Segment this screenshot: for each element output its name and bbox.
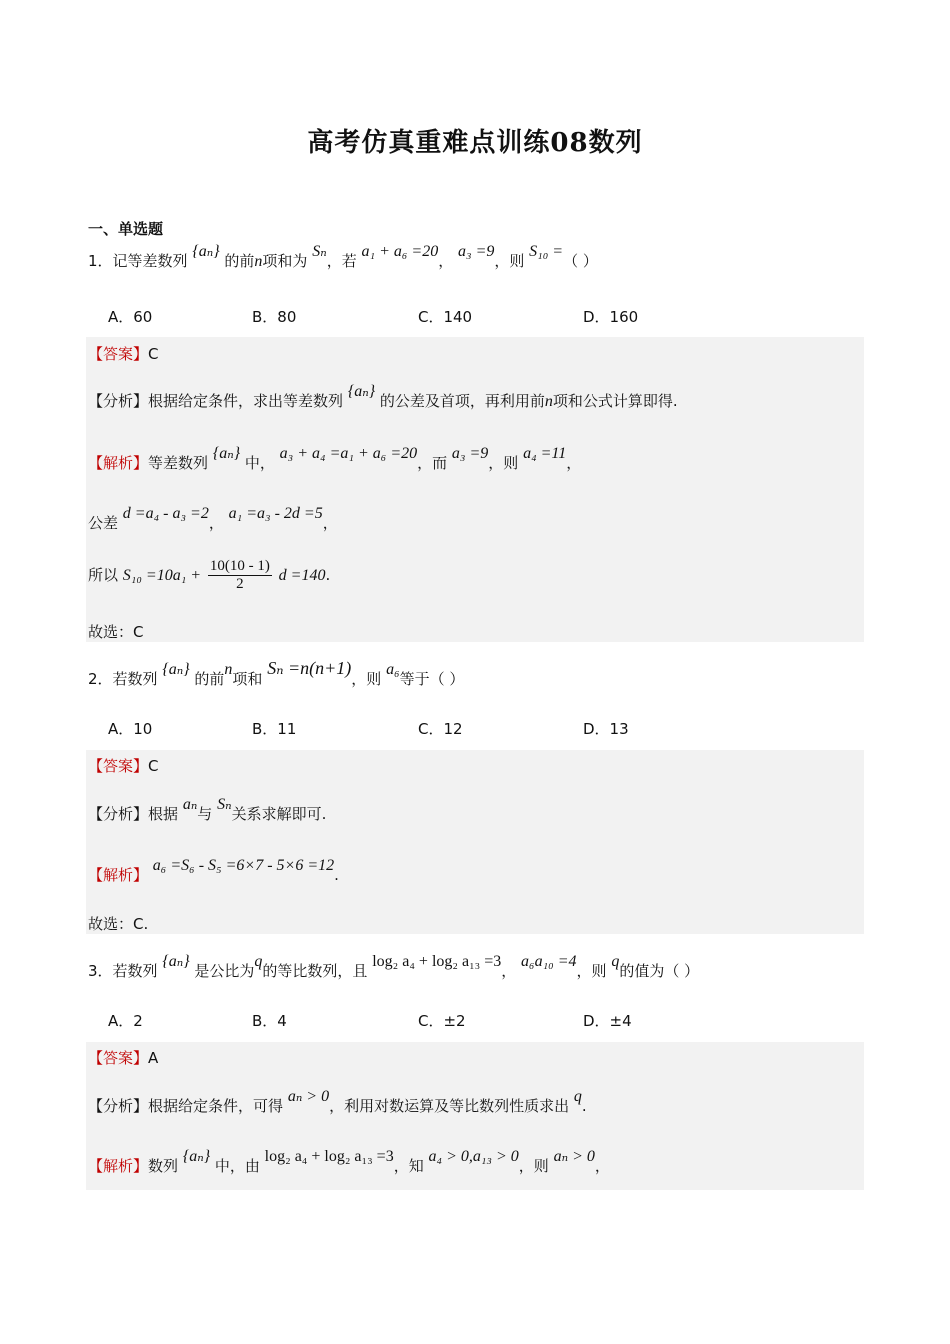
answer-box-2 [86, 750, 864, 934]
choice-1: 故选：C [88, 623, 144, 641]
ask-expr: S₁₀ = [529, 243, 564, 260]
answer-1: 【答案】C [88, 345, 159, 363]
answer-box-1 [86, 337, 864, 642]
analysis-3: 【分析】根据给定条件，可得 aₙ > 0，利用对数运算及等比数列性质求出 q. [88, 1088, 587, 1115]
option-b: B．11 [252, 720, 297, 738]
solution-1-line-1: 【解析】等差数列 {aₙ} 中， a₃ + a₄ =a₁ + a₆ =20，而 a₃ =9，则 a₄ =11， [88, 445, 582, 472]
option-c: C．12 [418, 720, 463, 738]
solution-1-line-3: 所以 S₁₀ =10a₁ + $\frac{10(10 - 1)}{2}$ d =140. [88, 558, 331, 592]
solution-2: 【解析】 a₆ =S₆ - S₅ =6×7 - 5×6 =12. [88, 857, 339, 884]
solution-1-line-2: 公差 d =a₄ - a₃ =2， a₁ =a₃ - 2d =5， [88, 505, 338, 532]
option-a: A．10 [108, 720, 153, 738]
question-3: 3．若数列 {aₙ} 是公比为q的等比数列，且 log₂ a₄ + log₂ a₁₃ =3， a₆a₁₀ =4，则 q的值为（ ） [88, 953, 700, 980]
option-a: A．2 [108, 1012, 143, 1030]
section-heading: 一、单选题 [88, 220, 164, 238]
page-title: 高考仿真重难点训练08数列 [307, 128, 643, 158]
option-d: D．160 [583, 308, 639, 326]
answer-3: 【答案】A [88, 1049, 159, 1067]
option-b: B．4 [252, 1012, 287, 1030]
sum-symbol: Sₙ [312, 243, 327, 260]
solution-3: 【解析】数列 {aₙ} 中，由 log₂ a₄ + log₂ a₁₃ =3，知 a₄ > 0,a₁₃ > 0，则 aₙ > 0， [88, 1148, 610, 1175]
analysis-2: 【分析】根据 aₙ与 Sₙ关系求解即可. [88, 796, 327, 823]
option-c: C．140 [418, 308, 473, 326]
option-c: C．±2 [418, 1012, 466, 1030]
choice-2: 故选：C. [88, 915, 149, 933]
condition-1: a₁ + a₆ =20 [361, 243, 439, 260]
analysis-1: 【分析】根据给定条件，求出等差数列 {aₙ} 的公差及首项，再利用前n项和公式计算即得. [88, 383, 678, 410]
condition-2: a₃ =9 [458, 243, 495, 260]
question-2: 2．若数列 {aₙ} 的前n项和 Sₙ =n(n+1)，则 a₆等于（ ） [88, 658, 465, 688]
option-a: A．60 [108, 308, 153, 326]
sequence-symbol: {aₙ} [192, 243, 220, 260]
answer-2: 【答案】C [88, 757, 159, 775]
fraction: $\frac{10(10 - 1)}{2}$ [209, 558, 270, 592]
question-1: 1．记等差数列 {aₙ} 的前n项和为 Sₙ，若 a₁ + a₆ =20， a₃ =9，则 S₁₀ =（ ） [88, 243, 598, 270]
option-d: D．±4 [583, 1012, 632, 1030]
option-d: D．13 [583, 720, 629, 738]
option-b: B．80 [252, 308, 297, 326]
